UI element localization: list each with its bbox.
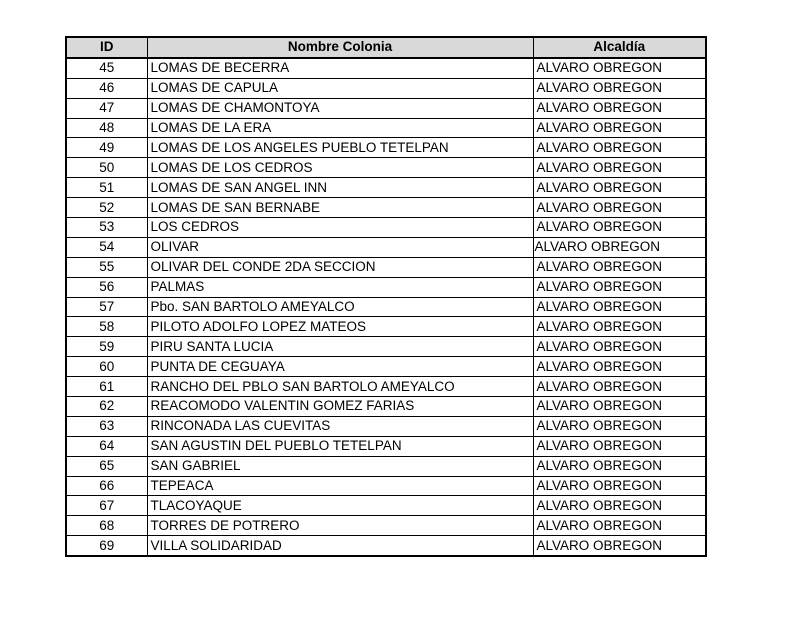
cell-id: 49 [66, 138, 147, 158]
cell-id: 58 [66, 317, 147, 337]
colonias-table [65, 36, 707, 557]
cell-nombre-colonia: PALMAS [147, 277, 533, 297]
cell-nombre-colonia: OLIVAR [147, 237, 533, 257]
cell-alcaldia: ALVARO OBREGON [533, 98, 706, 118]
cell-alcaldia: ALVARO OBREGON [533, 297, 706, 317]
table-row [66, 98, 706, 118]
cell-id: 55 [66, 257, 147, 277]
cell-id: 53 [66, 218, 147, 238]
cell-alcaldia: ALVARO OBREGON [533, 416, 706, 436]
table-row [66, 377, 706, 397]
cell-alcaldia: ALVARO OBREGON [533, 436, 706, 456]
cell-alcaldia: ALVARO OBREGON [533, 277, 706, 297]
cell-nombre-colonia: VILLA SOLIDARIDAD [147, 536, 533, 556]
cell-id: 47 [66, 98, 147, 118]
cell-alcaldia: ALVARO OBREGON [533, 138, 706, 158]
table-row [66, 476, 706, 496]
cell-nombre-colonia: PUNTA DE CEGUAYA [147, 357, 533, 377]
cell-alcaldia: ALVARO OBREGON [533, 118, 706, 138]
table-row [66, 158, 706, 178]
cell-nombre-colonia: LOMAS DE BECERRA [147, 58, 533, 78]
cell-id: 66 [66, 476, 147, 496]
table-body [66, 58, 706, 556]
cell-alcaldia: ALVARO OBREGON [533, 496, 706, 516]
table-row [66, 436, 706, 456]
cell-id: 65 [66, 456, 147, 476]
cell-alcaldia: ALVARO OBREGON [533, 78, 706, 98]
table-row [66, 357, 706, 377]
cell-alcaldia: ALVARO OBREGON [533, 257, 706, 277]
cell-id: 46 [66, 78, 147, 98]
table-row [66, 178, 706, 198]
cell-nombre-colonia: OLIVAR DEL CONDE 2DA SECCION [147, 257, 533, 277]
header-alcaldia: Alcaldía [533, 37, 706, 58]
cell-nombre-colonia: PILOTO ADOLFO LOPEZ MATEOS [147, 317, 533, 337]
cell-id: 45 [66, 58, 147, 78]
cell-id: 69 [66, 536, 147, 556]
cell-alcaldia: ALVARO OBREGON [533, 456, 706, 476]
cell-nombre-colonia: Pbo. SAN BARTOLO AMEYALCO [147, 297, 533, 317]
table-row [66, 337, 706, 357]
cell-id: 60 [66, 357, 147, 377]
cell-nombre-colonia: REACOMODO VALENTIN GOMEZ FARIAS [147, 397, 533, 417]
cell-id: 57 [66, 297, 147, 317]
cell-nombre-colonia: RANCHO DEL PBLO SAN BARTOLO AMEYALCO [147, 377, 533, 397]
table-row [66, 456, 706, 476]
cell-id: 62 [66, 397, 147, 417]
cell-id: 61 [66, 377, 147, 397]
cell-nombre-colonia: LOMAS DE SAN BERNABE [147, 198, 533, 218]
header-row [66, 37, 706, 58]
cell-nombre-colonia: SAN AGUSTIN DEL PUEBLO TETELPAN [147, 436, 533, 456]
cell-id: 67 [66, 496, 147, 516]
table-row [66, 257, 706, 277]
cell-id: 59 [66, 337, 147, 357]
table-row [66, 78, 706, 98]
cell-nombre-colonia: LOMAS DE LOS ANGELES PUEBLO TETELPAN [147, 138, 533, 158]
cell-id: 51 [66, 178, 147, 198]
cell-id: 54 [66, 237, 147, 257]
cell-alcaldia: ALVARO OBREGON [533, 516, 706, 536]
table-row [66, 536, 706, 556]
cell-alcaldia: ALVARO OBREGON [533, 397, 706, 417]
cell-nombre-colonia: LOS CEDROS [147, 218, 533, 238]
table-row [66, 416, 706, 436]
cell-alcaldia: ALVARO OBREGON [533, 337, 706, 357]
table-row [66, 397, 706, 417]
table-row [66, 297, 706, 317]
cell-nombre-colonia: LOMAS DE CHAMONTOYA [147, 98, 533, 118]
cell-alcaldia: ALVARO OBREGON [533, 178, 706, 198]
cell-id: 48 [66, 118, 147, 138]
table-row [66, 198, 706, 218]
table-row [66, 317, 706, 337]
header-nombre-colonia: Nombre Colonia [147, 37, 533, 58]
cell-alcaldia: ALVARO OBREGON [533, 58, 706, 78]
cell-nombre-colonia: RINCONADA LAS CUEVITAS [147, 416, 533, 436]
cell-nombre-colonia: TEPEACA [147, 476, 533, 496]
cell-alcaldia: ALVARO OBREGON [533, 536, 706, 556]
cell-id: 68 [66, 516, 147, 536]
cell-alcaldia: ALVARO OBREGON [533, 476, 706, 496]
cell-id: 63 [66, 416, 147, 436]
table-row [66, 277, 706, 297]
cell-id: 52 [66, 198, 147, 218]
table-row [66, 118, 706, 138]
cell-nombre-colonia: LOMAS DE LOS CEDROS [147, 158, 533, 178]
cell-alcaldia: ALVARO OBREGON [533, 198, 706, 218]
cell-id: 64 [66, 436, 147, 456]
cell-alcaldia: ALVARO OBREGON [533, 158, 706, 178]
table-row [66, 58, 706, 78]
table-row [66, 138, 706, 158]
table-row [66, 516, 706, 536]
cell-alcaldia: ALVARO OBREGON [533, 377, 706, 397]
cell-nombre-colonia: TLACOYAQUE [147, 496, 533, 516]
cell-nombre-colonia: SAN GABRIEL [147, 456, 533, 476]
cell-nombre-colonia: TORRES DE POTRERO [147, 516, 533, 536]
cell-alcaldia: ALVARO OBREGON [533, 317, 706, 337]
table-row [66, 496, 706, 516]
cell-alcaldia: ALVARO OBREGON [533, 357, 706, 377]
table-row [66, 237, 706, 257]
cell-id: 50 [66, 158, 147, 178]
cell-nombre-colonia: LOMAS DE CAPULA [147, 78, 533, 98]
cell-alcaldia: ALVARO OBREGON [533, 218, 706, 238]
table-header [66, 37, 706, 58]
cell-id: 56 [66, 277, 147, 297]
cell-alcaldia: ALVARO OBREGON [533, 237, 706, 257]
cell-nombre-colonia: LOMAS DE LA ERA [147, 118, 533, 138]
table-row [66, 218, 706, 238]
cell-nombre-colonia: PIRU SANTA LUCIA [147, 337, 533, 357]
cell-nombre-colonia: LOMAS DE SAN ANGEL INN [147, 178, 533, 198]
header-id: ID [66, 37, 147, 58]
